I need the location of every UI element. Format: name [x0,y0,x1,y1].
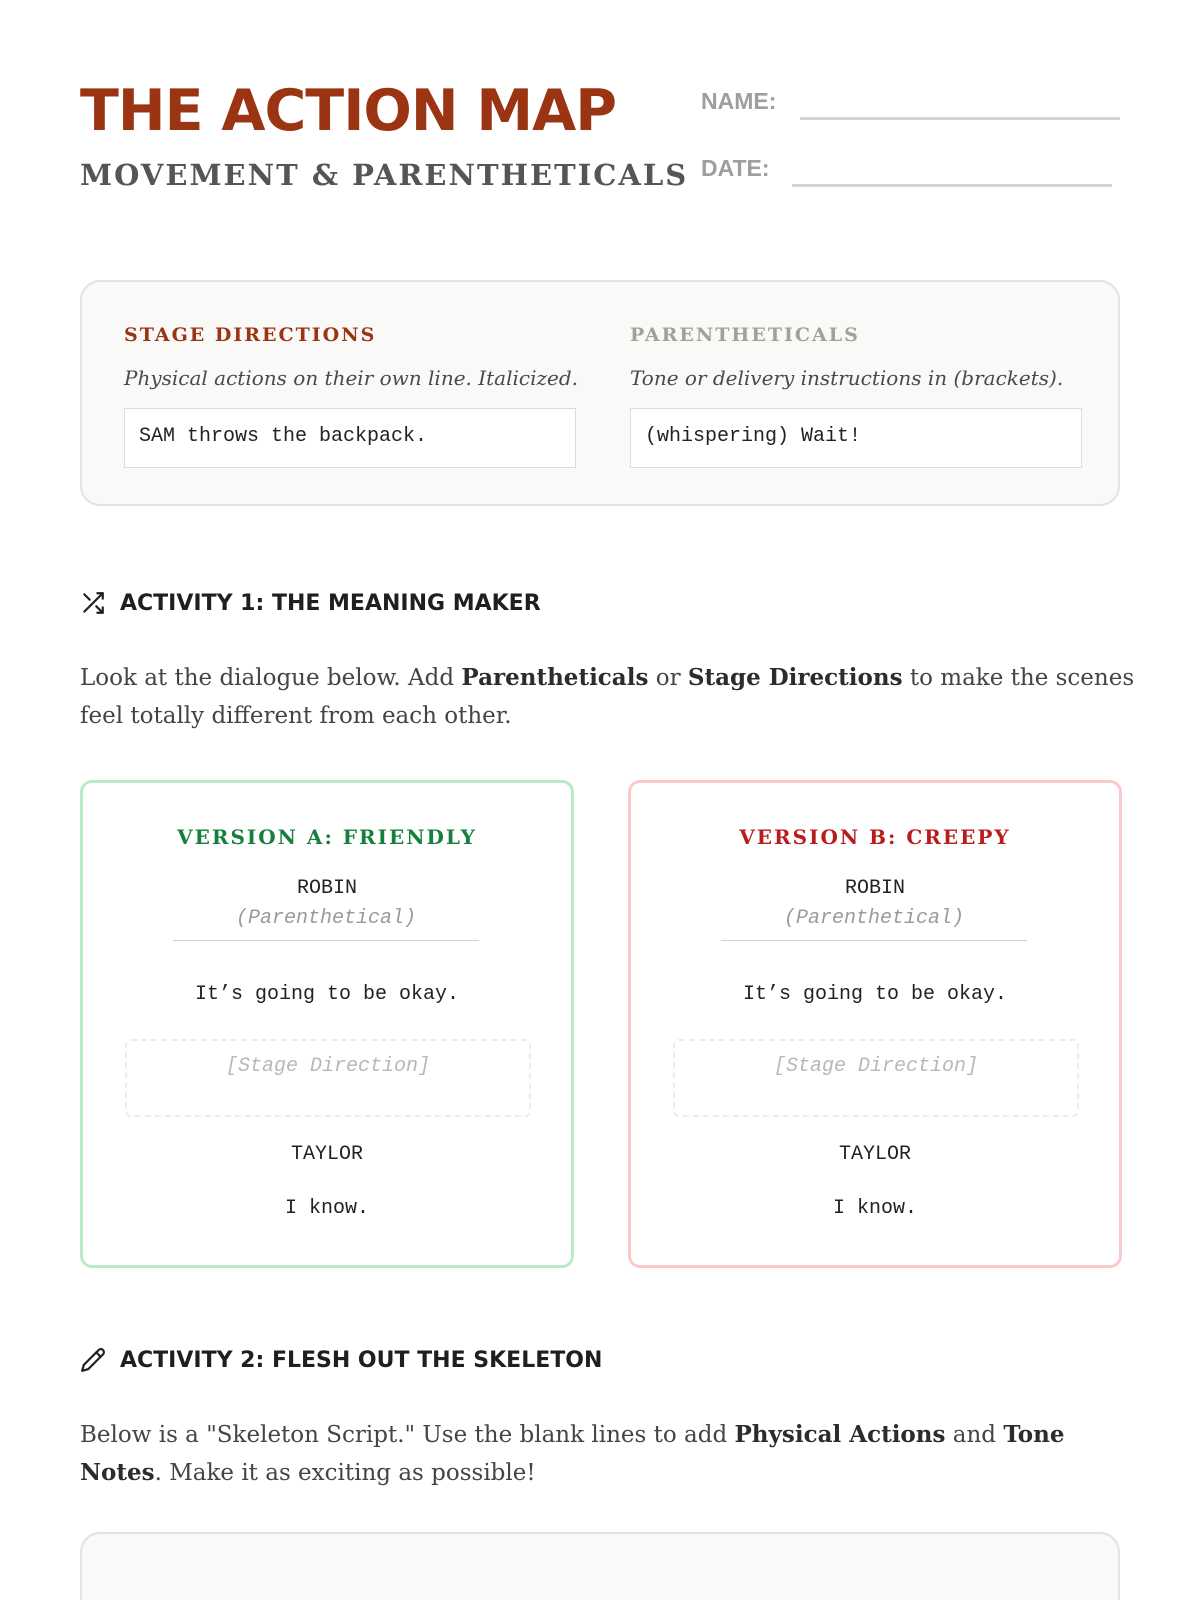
stage-directions-example: SAM throws the backpack. [124,408,576,468]
character-name: ROBIN [296,877,357,900]
worksheet-title: THE ACTION MAP [80,78,617,144]
activity-1-title: ACTIVITY 1: THE MEANING MAKER [120,590,541,616]
parentheticals-example: (whispering) Wait! [630,408,1082,468]
dialogue-line: It’s going to be okay. [194,983,460,1006]
version-a-title: VERSION A: FRIENDLY [177,825,477,849]
parentheticals-heading: PARENTHETICALS [630,324,860,346]
activity-1-instructions: Look at the dialogue below. Add Parentheticals or Stage Directions to make the scenes feel totally different from each other. [80,664,1135,729]
stage-directions-heading: STAGE DIRECTIONS [124,324,377,346]
worksheet-subtitle: MOVEMENT & PARENTHETICALS [80,158,689,192]
stage-direction-input[interactable]: [Stage Direction] [673,1039,1079,1117]
version-a-card [80,780,574,1268]
dialogue-line: I know. [832,1197,917,1220]
activity-2-instructions: Below is a "Skeleton Script." Use the blank lines to add Physical Actions and Tone Notes. Make it as exciting as possible! [80,1421,1065,1486]
dialogue-line: It’s going to be okay. [742,983,1008,1006]
version-b-card [628,780,1122,1268]
activity-2-title: ACTIVITY 2: FLESH OUT THE SKELETON [120,1347,603,1373]
activity-1-heading [80,590,541,616]
character-name: ROBIN [844,877,905,900]
date-field[interactable] [792,184,1112,187]
activity-2-heading [80,1347,602,1373]
parenthetical-input[interactable]: (Parenthetical) [173,907,479,941]
name-field[interactable] [800,117,1120,120]
name-label: NAME: [701,88,777,114]
pencil-icon [80,1347,106,1373]
skeleton-script-box [80,1532,1120,1600]
dialogue-line: I know. [284,1197,369,1220]
definitions-box [80,280,1120,506]
stage-directions-description: Physical actions on their own line. Italicized. [124,366,579,390]
character-name: TAYLOR [290,1143,363,1166]
parentheticals-description: Tone or delivery instructions in (brackets). [630,366,1064,390]
character-name: TAYLOR [838,1143,911,1166]
date-label: DATE: [701,155,770,181]
version-b-title: VERSION B: CREEPY [739,825,1011,849]
stage-direction-input[interactable]: [Stage Direction] [125,1039,531,1117]
shuffle-icon [80,590,106,616]
parenthetical-input[interactable]: (Parenthetical) [721,907,1027,941]
